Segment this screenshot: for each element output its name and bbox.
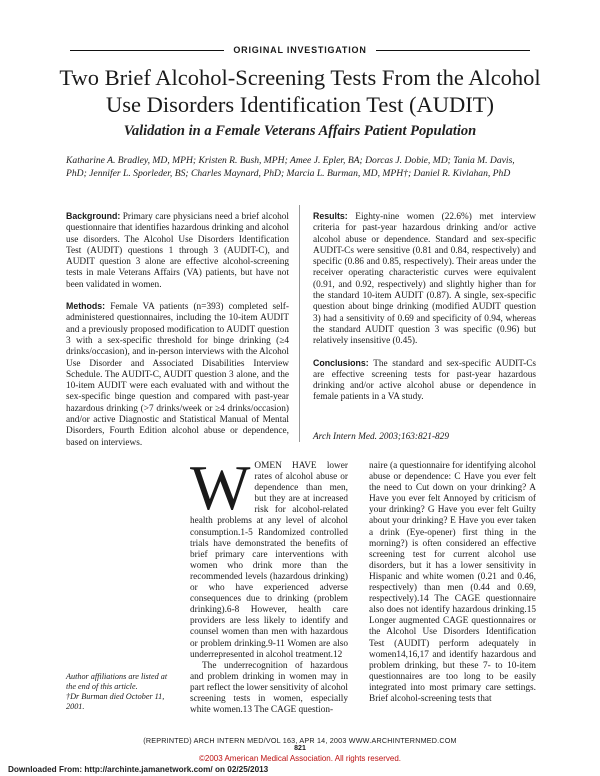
results-text: Eighty-nine women (22.6%) met interview criteria for past-year hazardous drinking and/or active alcohol abuse or dependence. Standard and sex-specific AUDIT-Cs were sensitive (0.81 and 0.84, respectively) and specific (0.86 and 0.85, respectively). Their areas under the receiver operating characteristic curves were equivalent (0.91, and 0.92, respectively) and slightly higher than for the standard 10-item AUDIT (0.87). A single, sex-specific question about binge drinking (modified AUDIT question 3) had a sensitivity of 0.69 and specificity of 0.94, whereas the standard AUDIT question 3 was specific (0.96) but relatively insensitive (0.45). — [313, 212, 536, 347]
abstract-results — [313, 211, 536, 348]
body-column-1 — [190, 452, 348, 716]
methods-text: Female VA patients (n=393) completed self-administered questionnaires, including the 10-item AUDIT and a previously proposed modification to AUDIT question 3 with a sex-specific threshold for binge drinking (≥4 drinks/occasion), and in-person interviews with the Alcohol Use Disorder and Associated Disabilities Interview Schedule. The AUDIT-C, AUDIT question 3 alone, and the 10-item AUDIT were each evaluated with and without the sex-specific binge question and compared with past-year hazardous drinking (>7 drinks/week or ≥4 drinks/occasion) and/or active Diagnostic and Statistical Manual of Mental Disorders, Fourth Edition alcohol abuse or dependence, based on interviews. — [66, 302, 289, 448]
drop-cap: W — [190, 452, 251, 523]
affiliation-note — [66, 672, 178, 712]
abstract-left-column — [66, 211, 289, 459]
journal-citation: Arch Intern Med. 2003;163:821-829 — [313, 432, 449, 442]
copyright-notice: ©2003 American Medical Association. All rights reserved. — [199, 754, 401, 763]
section-label: ORIGINAL INVESTIGATION — [224, 43, 376, 57]
abstract-methods — [66, 301, 289, 449]
journal-footer: (REPRINTED) ARCH INTERN MED/VOL 163, APR 14, 2003 WWW.ARCHINTERNMED.COM — [143, 736, 457, 745]
conclusions-text: The standard and sex-specific AUDIT-Cs are effective screening tests for past-year hazardous drinking and/or active alcohol abuse or dependence in female patients in a VA study. — [313, 358, 537, 403]
results-heading: Results: — [313, 211, 348, 221]
body-column-2 — [369, 461, 536, 705]
section-header — [0, 43, 600, 57]
body-paragraph-1: lower rates of alcohol abuse or dependence than men, but they are at increased risk for alcohol-related health problems at any level of alcohol consumption.1-5 Randomized controlled trials have demonstrated the benefits of brief primary care interventions with women who drink more than the recommended levels (hazardous drinking) or who have experienced adverse consequences due to drinking (problem drinking).6-8 However, health care providers are less likely to identify and counsel women than men with hazardous or problem drinking.9-11 Women are also underrepresented in alcohol treatment.12 — [190, 461, 348, 660]
background-text: Primary care physicians need a brief alcohol questionnaire that identifies hazardous drinking and alcohol use disorders. The Alcohol Use Disorders Identification Test (AUDIT) questions 1 through 3 (AUDIT-C), and AUDIT question 3 alone are effective alcohol-screening tests in male Veterans Affairs (VA) patients, but have not been validated in women. — [66, 212, 289, 290]
lead-in: OMEN HAVE — [254, 461, 317, 471]
download-notice: Downloaded From: http://archinte.jamanetwork.com/ on 02/25/2013 — [8, 765, 269, 774]
affiliation-text: Author affiliations are listed at the end of this article. — [66, 672, 168, 691]
abstract-conclusions — [313, 358, 536, 404]
abstract-background — [66, 211, 289, 291]
deceased-note: †Dr Burman died October 11, 2001. — [66, 692, 165, 711]
article-title: Two Brief Alcohol-Screening Tests From the Alcohol Use Disorders Identification Test (AUDIT) — [59, 65, 541, 117]
abstract-right-column — [313, 211, 536, 414]
background-heading: Background: — [66, 211, 121, 221]
author-list: Katharine A. Bradley, MD, MPH; Kristen R. Bush, MPH; Amee J. Epler, BA; Dorcas J. Dobie, MD; Tania M. Davis, PhD; Jennifer L. Sporleder, BS; Charles Maynard, PhD; Marcia L. Burman, MD, MPH†; Daniel R. Kivlahan, PhD — [66, 155, 515, 179]
conclusions-heading: Conclusions: — [313, 357, 369, 368]
body-paragraph-2: The underrecognition of hazardous and problem drinking in women may in part reflect the lower sensitivity of alcohol screening tests in women, especially white women.13 The CAGE question- — [190, 660, 348, 716]
methods-heading: Methods: — [66, 301, 106, 312]
article-subtitle: Validation in a Female Veterans Affairs Patient Population — [123, 123, 477, 139]
page-number: 821 — [294, 745, 306, 752]
body-paragraph-3: naire (a questionnaire for identifying alcohol abuse or dependence: C Have you ever felt the need to Cut down on your drinking? A Have you ever felt Annoyed by criticism of your drinking? G Have you ever felt Guilty about your drinking? E Have you ever taken a drink (Eye-opener) first thing in the morning?) is often considered an effective screening test for current alcohol use disorders, but it has a lower sensitivity in Hispanic and white women (0.21 and 0.46, respectively) than men (0.44 and 0.69, respectively).14 The CAGE questionnaire also does not identify hazardous drinking.15 Longer augmented CAGE questionnaires or the Alcohol Use Disorders Identification Test (AUDIT) perform adequately in women14,16,17 and identify hazardous and problem drinking, but these 7- to 10-item questionnaires are too long to be easily integrated into most primary care settings. Brief alcohol-screening tests that — [369, 461, 536, 704]
abstract-divider — [299, 205, 300, 442]
